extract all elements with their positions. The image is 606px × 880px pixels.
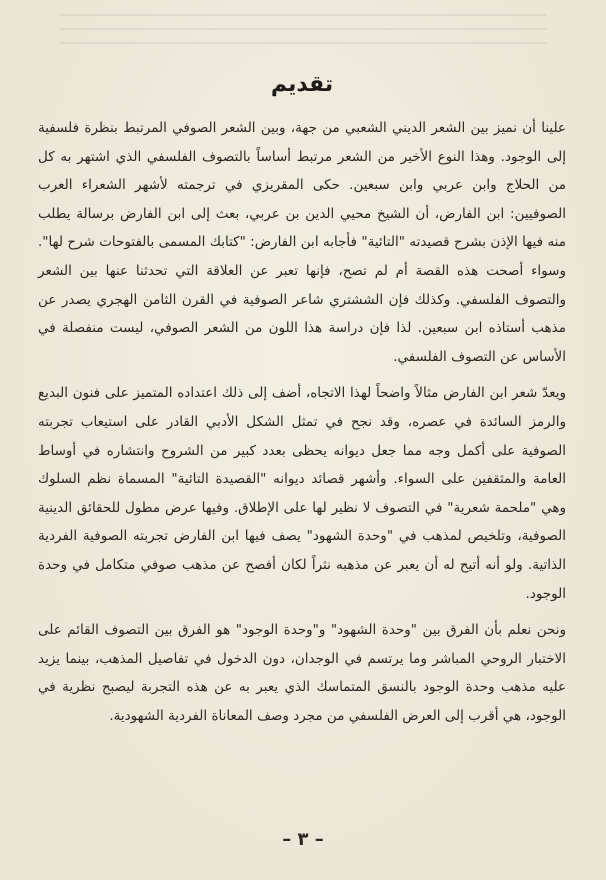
page-number: – ٣ –	[282, 829, 324, 850]
page-title: تقديم	[270, 72, 334, 97]
paragraph-1: علينا أن نميز بين الشعر الديني الشعبي من جهة، وبين الشعر الصوفي المرتبط بنظرة فلسفية إلى الوجود. وهذا النوع الأخير من الشعر مرتبط أساساً بالتصوف الفلسفي الذي اشتهر به كل من الحلاج وابن عربي وابن سبعين. حكى المقريزي في ترجمته لأشهر الشعراء العرب الصوفيين: ابن الفارض، أن الشيخ محيي الدين بن عربي، بعث إلى ابن الفارض برسالة يطلب منه فيها الإذن بشرح قصيدته "التائية" فأجابه ابن الفارض: "كتابك المسمى بالفتوحات شرح لها". وسواء أصحت هذه القصة أم لم تصح، فإنها تعبر عن العلاقة التي تحدثنا عنها بين الشعر والتصوف الفلسفي. وكذلك فإن الششتري شاعر الصوفية في القرن الثامن الهجري يصدر عن مذهب أستاذه ابن سبعين. لذا فإن دراسة هذا اللون من الشعر الصوفي، ليست منفصلة في الأساس عن التصوف الفلسفي.	[38, 120, 566, 365]
paragraph-3: ونحن نعلم بأن الفرق بين "وحدة الشهود" و"وحدة الوجود" هو الفرق بين التصوف القائم على الاختبار الروحي المباشر وما يرتسم في الوجدان، دون الدخول في تفاصيل المذهب، بينما يزيد عليه مذهب وحدة الوجود بالنسق المتماسك الذي يعبر به عن هذه التجربة ليصبح نظرية في الوجود، هي أقرب إلى العرض الفلسفي من مجرد وصف المعاناة الفردية الشهودية.	[38, 622, 566, 724]
paragraph-2: ويعدّ شعر ابن الفارض مثالاً واضحاً لهذا الاتجاه، أضف إلى ذلك اعتداده المتميز على فنون البديع والرمز السائدة في عصره، وقد نجح في تمثل الشكل الأدبي القادر على استيعاب تجربته الصوفية على أكمل وجه مما جعل ديوانه يحظى بعدد كبير من الشروح وانتشاره في أوساط العامة والمثقفين على السواء. وأشهر قصائد ديوانه "القصيدة التائية" المسماة نظم السلوك وهي "ملحمة شعرية" في التصوف لا نظير لها على الإطلاق. وفيها عرض مطول للحقائق الدينية الصوفية، وتلخيص لمذهب في "وحدة الشهود" يصف فيها ابن الفارض تجربته الصوفية الفردية الذاتية. ولو أنه أتيح له أن يعبر عن مذهبه نثراً لكان أفصح عن مذهب صوفي متكامل في وحدة الوجود.	[38, 385, 566, 602]
show-through-text	[60, 14, 546, 54]
